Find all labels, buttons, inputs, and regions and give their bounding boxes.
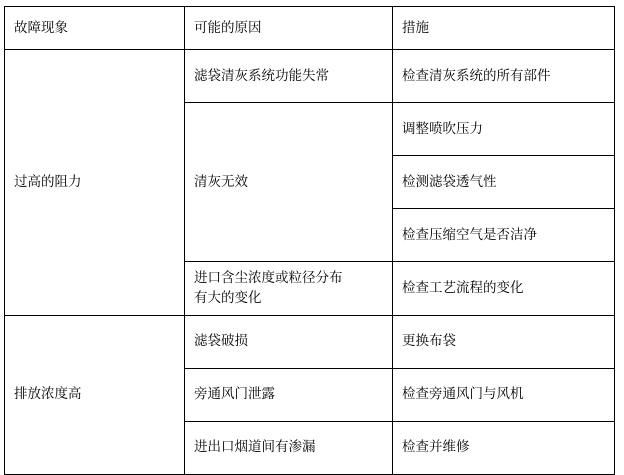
measure-cell: 更换布袋 [393,315,615,368]
document-page [0,6,624,455]
measure-cell: 检查压缩空气是否洁净 [393,209,615,262]
measure-cell: 检测滤袋透气性 [393,156,615,209]
cause-cell: 清灰无效 [185,103,393,262]
table-row [5,315,615,368]
measure-cell: 检查并维修 [393,421,615,474]
measure-cell: 检查工艺流程的变化 [393,262,615,316]
fault-troubleshooting-table [4,6,615,475]
cause-cell: 旁通风门泄露 [185,368,393,421]
measure-cell: 检查清灰系统的所有部件 [393,50,615,103]
measure-cell: 调整喷吹压力 [393,103,615,156]
measure-cell: 检查旁通风门与风机 [393,368,615,421]
cause-cell [185,262,393,316]
cause-line-2: 有大的变化 [194,290,262,306]
category-cell-high-resistance: 过高的阻力 [5,50,185,316]
category-cell-high-emission: 排放浓度高 [5,315,185,474]
cause-line-1: 进口含尘浓度或粒径分布 [194,270,343,285]
header-cell-cause: 可能的原因 [185,7,393,50]
header-cell-fault: 故障现象 [5,7,185,50]
cause-cell: 进出口烟道间有渗漏 [185,421,393,474]
cause-cell: 滤袋破损 [185,315,393,368]
header-cell-measure: 措施 [393,7,615,50]
table-row [5,50,615,103]
cause-cell: 滤袋清灰系统功能失常 [185,50,393,103]
table-header-row [5,7,615,50]
